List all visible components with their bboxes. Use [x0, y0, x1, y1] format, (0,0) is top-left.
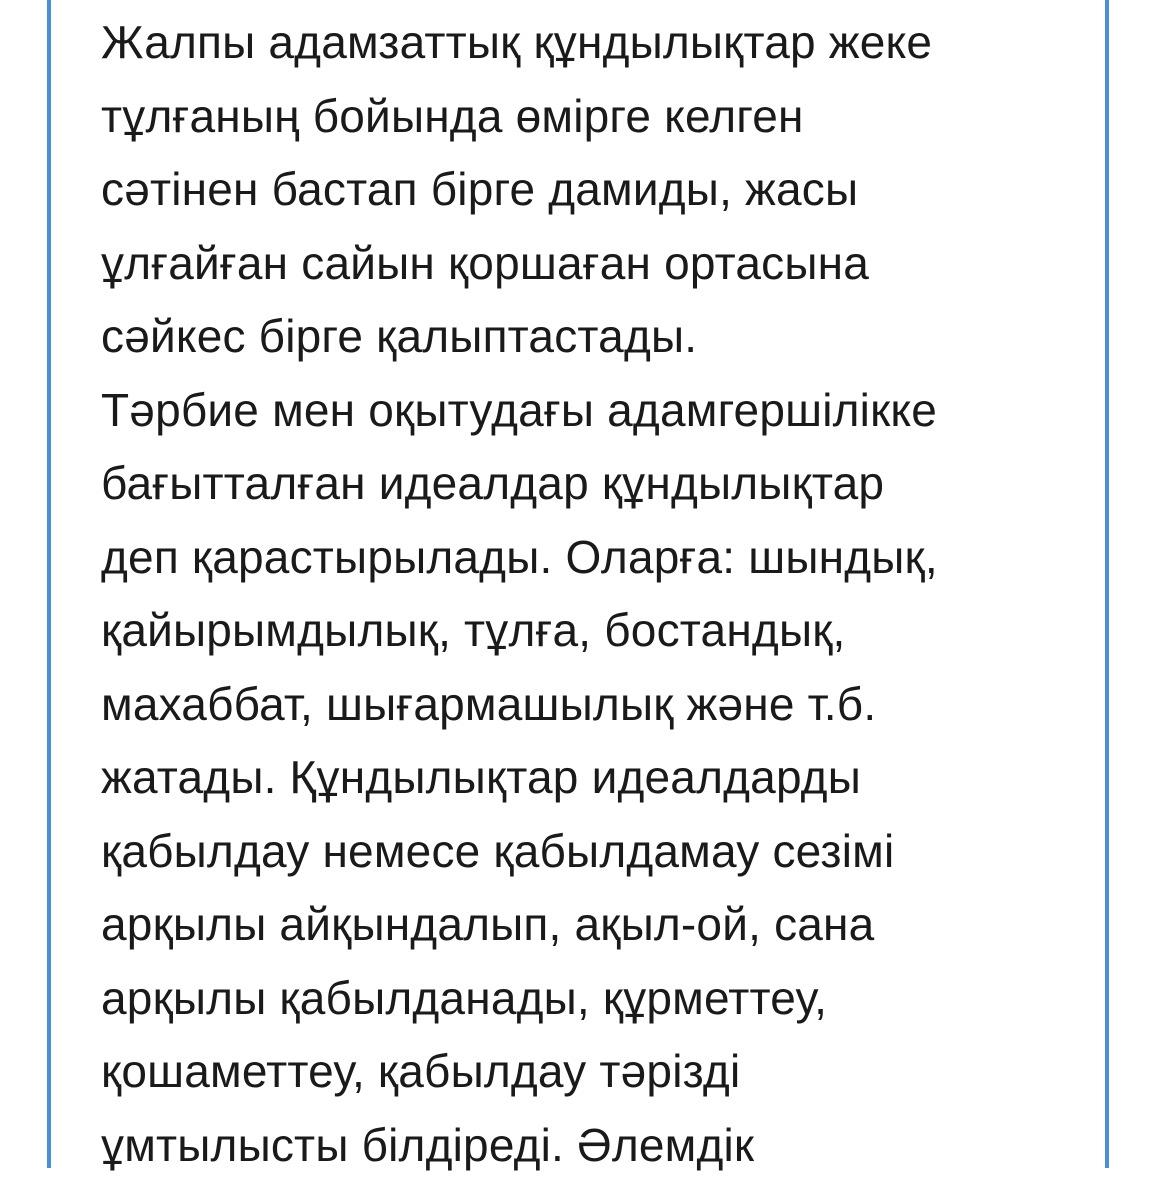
text-line: ұмтылысты білдіреді. Әлемдік: [101, 1109, 1091, 1182]
text-line: деп қарастырылады. Оларға: шындық,: [101, 521, 1091, 595]
answer-card: [47, 0, 1109, 1168]
text-line: қабылдау немесе қабылдамау сезімі: [101, 815, 1091, 889]
text-line: тұлғаның бойында өмірге келген: [101, 80, 1091, 154]
text-line: сәтінен бастап бірге дамиды, жасы: [101, 153, 1091, 227]
text-line: Жалпы адамзаттық құндылықтар жеке: [101, 6, 1091, 80]
text-line: арқылы айқындалып, ақыл-ой, сана: [101, 888, 1091, 962]
text-line: қайырымдылық, тұлға, бостандық,: [101, 594, 1091, 668]
answer-text: [101, 6, 1091, 1182]
text-line: Тәрбие мен оқытудағы адамгершілікке: [101, 374, 1091, 448]
text-line: сәйкес бірге қалыптастады.: [101, 300, 1091, 374]
text-line: ұлғайған сайын қоршаған ортасына: [101, 227, 1091, 301]
text-line: жатады. Құндылықтар идеалдарды: [101, 741, 1091, 815]
text-line: қошаметтеу, қабылдау тәрізді: [101, 1035, 1091, 1109]
text-line: бағытталған идеалдар құндылықтар: [101, 447, 1091, 521]
text-line: арқылы қабылданады, құрметтеу,: [101, 962, 1091, 1036]
text-line: махаббат, шығармашылық және т.б.: [101, 668, 1091, 742]
